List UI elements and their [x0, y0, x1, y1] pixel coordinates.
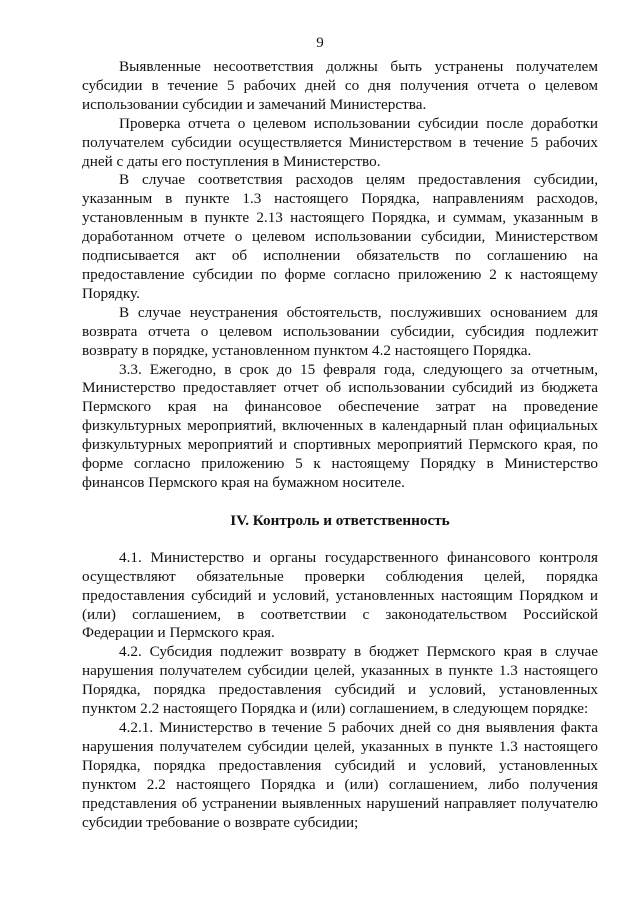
- page-number: 9: [316, 35, 324, 51]
- paragraph-discrepancies: Выявленные несоответствия должны быть устранены получателем субсидии в течение 5 рабочих дней со дня получения отчета о целевом использовании субсидии и замечаний Министерства.: [82, 58, 598, 113]
- paragraph-3-3: 3.3. Ежегодно, в срок до 15 февраля года, следующего за отчетным, Министерство предоставляет отчет об использовании субсидий из бюджета Пермского края на финансовое обеспечение затрат на проведение физкультурных мероприятий, включенных в календарный план официальных физкультурных мероприятий и спортивных мероприятий Пермского края, по форме согласно приложению 5 к настоящему Порядку в Министерство финансов Пермского края на бумажном носителе.: [82, 360, 598, 491]
- paragraph-return-case: В случае неустранения обстоятельств, послуживших основанием для возврата отчета о целевом использовании субсидии, субсидия подлежит возврату в порядке, установленном пунктом 4.2 настоящего Порядка.: [82, 303, 598, 359]
- paragraph-4-2: 4.2. Субсидия подлежит возврату в бюджет Пермского края в случае нарушения получателем субсидии целей, указанных в пункте 1.3 настоящего Порядка, порядка предоставления субсидий и условий, установленных пунктом 2.2 настоящего Порядка и (или) соглашением, в следующем порядке:: [82, 643, 598, 718]
- section-heading: IV. Контроль и ответственность: [230, 511, 450, 529]
- document-body: [82, 58, 598, 832]
- paragraph-report-check: Проверка отчета о целевом использовании субсидии после доработки получателем субсидии осуществляется Министерством в течение 5 рабочих дней с даты его поступления в Министерство.: [82, 114, 598, 170]
- paragraph-4-2-1: 4.2.1. Министерство в течение 5 рабочих дней со дня выявления факта нарушения получателем субсидии целей, указанных в пункте 1.3 настоящего Порядка, порядка предоставления субсидий и условий, установленных пунктом 2.2 настоящего Порядка и (или) соглашением, либо получения представления об устранении выявленных нарушений направляет получателю субсидии требование о возврате субсидии;: [82, 719, 598, 831]
- paragraph-act-signing: В случае соответствия расходов целям предоставления субсидии, указанным в пункте 1.3 настоящего Порядка, направлениям расходов, установленным в пункте 2.13 настоящего Порядка, и суммам, указанным в доработанном отчете о целевом использовании субсидии, Министерством подписывается акт об исполнении обязательств по соглашению на предоставление субсидии по форме согласно приложению 2 к настоящему Порядку.: [82, 171, 598, 302]
- paragraph-4-1: 4.1. Министерство и органы государственного финансового контроля осуществляют обязательные проверки соблюдения целей, порядка предоставления субсидий и условий, установленных настоящим Порядком и (или) соглашением, в соответствии с законодательством Российской Федерации и Пермского края.: [82, 548, 598, 642]
